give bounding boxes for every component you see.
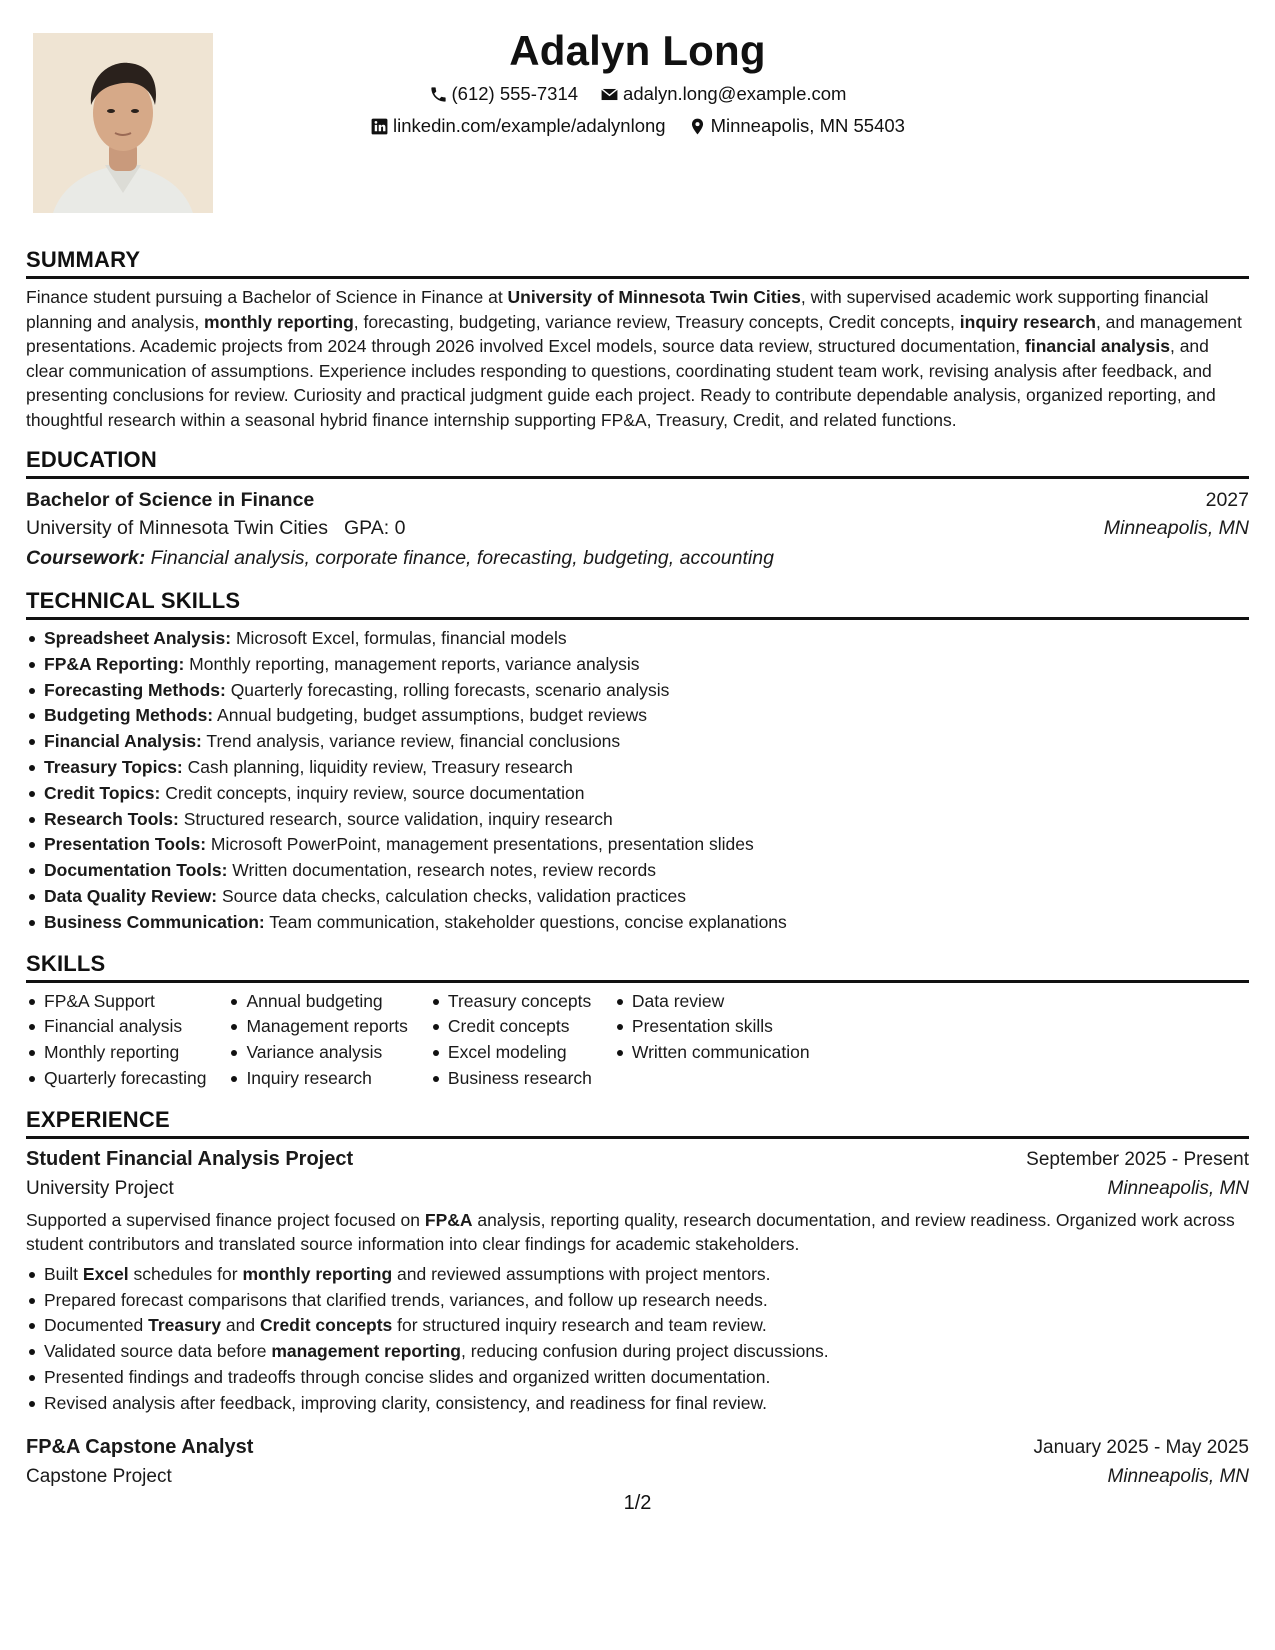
skills-column — [228, 989, 407, 1092]
skills-column — [614, 989, 810, 1092]
skills-title: SKILLS — [26, 950, 1249, 983]
technical-skill-label: Business Communication: — [44, 911, 265, 932]
technical-skills-list — [26, 626, 1249, 936]
job-bullet-fragment: for structured inquiry research and team review. — [392, 1315, 767, 1336]
skill-item: Business research — [430, 1066, 592, 1092]
education-title: EDUCATION — [26, 446, 1249, 479]
technical-skill-text: Team communication, stakeholder questions, concise explanations — [264, 911, 787, 932]
job-bullet-fragment: monthly reporting — [242, 1263, 393, 1284]
job-dates: September 2025 - Present — [1026, 1148, 1249, 1170]
skill-item: Annual budgeting — [228, 989, 407, 1015]
skill-item: Presentation skills — [614, 1014, 810, 1040]
job-bullets — [26, 1262, 1249, 1417]
technical-skill-label: Forecasting Methods: — [44, 679, 226, 700]
profile-photo — [33, 33, 213, 213]
school-line — [26, 513, 405, 543]
summary-fragment: financial analysis — [1025, 336, 1170, 356]
technical-skill-label: Documentation Tools: — [44, 860, 228, 881]
resume-header — [240, 26, 1035, 138]
technical-skill-text: Trend analysis, variance review, financial conclusions — [201, 731, 621, 752]
technical-skill-item — [26, 910, 1249, 936]
email-text[interactable]: adalyn.long@example.com — [623, 83, 847, 104]
technical-skill-label: Data Quality Review: — [44, 885, 218, 906]
technical-skill-label: Spreadsheet Analysis: — [44, 628, 232, 648]
job-organization: Capstone Project — [26, 1465, 172, 1487]
envelope-icon — [600, 85, 619, 104]
technical-skill-item — [26, 703, 1249, 729]
summary-fragment: inquiry research — [959, 311, 1096, 332]
technical-skill-label: Presentation Tools: — [44, 834, 207, 855]
summary-fragment: Finance student pursuing a Bachelor of Science in Finance at — [26, 287, 508, 307]
technical-skill-text: Quarterly forecasting, rolling forecasts, scenario analysis — [225, 679, 670, 700]
technical-skill-text: Written documentation, research notes, review records — [227, 860, 657, 881]
candidate-name: Adalyn Long — [509, 27, 766, 74]
experience-title: EXPERIENCE — [26, 1106, 1249, 1139]
coursework-label: Coursework: — [26, 547, 146, 569]
summary-fragment: , with supervised academic work supporting financial planning and analysis, — [26, 287, 1209, 332]
job-bullet-fragment: Revised analysis after feedback, improving clarity, consistency, and readiness for final review. — [44, 1392, 768, 1413]
technical-skill-label: Treasury Topics: — [44, 756, 183, 777]
job-bullet-fragment: Credit concepts — [260, 1315, 393, 1336]
technical-skill-item — [26, 858, 1249, 884]
skills-column — [430, 989, 592, 1092]
technical-skill-item — [26, 884, 1249, 910]
job-bullet-fragment: Excel — [82, 1263, 129, 1284]
technical-skill-label: FP&A Reporting: — [44, 653, 185, 674]
skill-item: Excel modeling — [430, 1040, 592, 1066]
job-bullet-fragment: Built — [44, 1263, 83, 1284]
technical-skills-title: TECHNICAL SKILLS — [26, 587, 1249, 620]
skills-section — [26, 950, 1249, 1092]
phone-contact — [429, 82, 579, 106]
job-description-fragment: FP&A — [424, 1209, 473, 1230]
job-bullet-fragment: schedules for — [128, 1263, 243, 1284]
technical-skill-item — [26, 626, 1249, 652]
job-bullet-fragment: Documented — [44, 1315, 149, 1336]
summary-fragment: monthly reporting — [204, 311, 354, 332]
contact-line-primary — [240, 82, 1035, 106]
job-description-fragment: Supported a supervised finance project focused on — [26, 1209, 425, 1230]
job-description — [26, 1208, 1249, 1256]
job-bullet — [26, 1262, 1249, 1288]
summary-title: SUMMARY — [26, 246, 1249, 279]
job-bullet-fragment: Prepared forecast comparisons that clarified trends, variances, and follow up research needs. — [44, 1289, 768, 1310]
technical-skill-item — [26, 755, 1249, 781]
technical-skill-item — [26, 807, 1249, 833]
experience-list — [26, 1139, 1249, 1492]
job-entry — [26, 1139, 1249, 1417]
job-bullet-fragment: Validated source data before — [44, 1341, 272, 1362]
technical-skill-text: Source data checks, calculation checks, validation practices — [217, 885, 686, 906]
job-entry — [26, 1427, 1249, 1492]
job-title: Student Financial Analysis Project — [26, 1147, 354, 1170]
contact-line-secondary — [240, 114, 1035, 138]
education-section — [26, 446, 1249, 573]
technical-skills-section — [26, 587, 1249, 936]
technical-skill-text: Annual budgeting, budget assumptions, budget reviews — [213, 705, 648, 726]
experience-section — [26, 1106, 1249, 1492]
job-bullet — [26, 1313, 1249, 1339]
location-contact — [688, 114, 905, 138]
phone-icon — [429, 85, 448, 104]
technical-skill-item — [26, 652, 1249, 678]
technical-skill-text: Credit concepts, inquiry review, source documentation — [160, 782, 585, 803]
skill-item: Written communication — [614, 1040, 810, 1066]
job-bullet — [26, 1365, 1249, 1391]
technical-skill-label: Credit Topics: — [44, 782, 161, 803]
skill-item: Management reports — [228, 1014, 407, 1040]
linkedin-text[interactable]: linkedin.com/example/adalynlong — [393, 115, 666, 136]
job-organization: University Project — [26, 1177, 174, 1199]
linkedin-contact[interactable] — [370, 114, 666, 138]
job-bullet-fragment: Treasury — [148, 1315, 222, 1336]
skill-item: Variance analysis — [228, 1040, 407, 1066]
page-number: 1/2 — [623, 1492, 652, 1514]
location-text: Minneapolis, MN 55403 — [710, 115, 905, 136]
summary-section — [26, 246, 1249, 432]
technical-skill-item — [26, 729, 1249, 755]
skill-item: Data review — [614, 989, 810, 1015]
phone-text: (612) 555-7314 — [451, 83, 579, 104]
skill-item: Monthly reporting — [26, 1040, 206, 1066]
job-bullet — [26, 1339, 1249, 1365]
resume-body — [26, 246, 1249, 1506]
summary-fragment: , and clear communication of assumptions. Experience includes responding to questions, coordinating student team work, revising analysis after feedback, and presenting conclusions for review. Curiosity and practical judgment guide each project. Ready to contribute dependable analysis, organized reporting, and thoughtful research within a seasonal hybrid finance internship supporting FP&A, Treasury, Credit, and related functions. — [26, 336, 1216, 430]
coursework-list: Financial analysis, corporate finance, forecasting, budgeting, accounting — [150, 547, 774, 569]
technical-skill-text: Microsoft PowerPoint, management presentations, presentation slides — [206, 834, 754, 855]
job-bullet-fragment: management reporting — [271, 1341, 461, 1362]
school-name: University of Minnesota Twin Cities — [26, 517, 329, 539]
summary-fragment: , forecasting, budgeting, variance review, Treasury concepts, Credit concepts, — [353, 311, 960, 332]
email-contact[interactable] — [600, 82, 846, 106]
skill-item: Credit concepts — [430, 1014, 592, 1040]
degree-name: Bachelor of Science in Finance — [26, 489, 315, 511]
job-bullet — [26, 1288, 1249, 1314]
summary-text — [26, 285, 1249, 432]
job-bullet-fragment: , reducing confusion during project discussions. — [460, 1341, 829, 1362]
technical-skill-item — [26, 832, 1249, 858]
job-bullet — [26, 1391, 1249, 1417]
skill-item: Inquiry research — [228, 1066, 407, 1092]
skill-item: Treasury concepts — [430, 989, 592, 1015]
technical-skill-item — [26, 781, 1249, 807]
technical-skill-text: Structured research, source validation, inquiry research — [178, 808, 613, 829]
skills-column — [26, 989, 206, 1092]
technical-skill-label: Research Tools: — [44, 808, 179, 829]
job-location: Minneapolis, MN — [1107, 1465, 1249, 1487]
job-bullet-fragment: and reviewed assumptions with project mentors. — [392, 1263, 771, 1284]
job-bullet-fragment: and — [221, 1315, 260, 1336]
job-title: FP&A Capstone Analyst — [26, 1435, 254, 1458]
technical-skill-text: Monthly reporting, management reports, variance analysis — [184, 653, 640, 674]
skill-item: FP&A Support — [26, 989, 206, 1015]
coursework — [26, 543, 1249, 573]
map-pin-icon — [688, 117, 707, 136]
skills-grid — [26, 989, 1249, 1092]
graduation-year: 2027 — [1205, 489, 1249, 511]
job-bullet-fragment: Presented findings and tradeoffs through concise slides and organized written documentation. — [44, 1366, 771, 1387]
technical-skill-label: Budgeting Methods: — [44, 705, 214, 726]
summary-fragment: University of Minnesota Twin Cities — [507, 287, 801, 307]
technical-skill-text: Microsoft Excel, formulas, financial models — [231, 628, 567, 648]
technical-skill-label: Financial Analysis: — [44, 731, 202, 752]
job-dates: January 2025 - May 2025 — [1033, 1436, 1249, 1458]
skill-item: Financial analysis — [26, 1014, 206, 1040]
school-location: Minneapolis, MN — [1103, 517, 1249, 539]
skill-item: Quarterly forecasting — [26, 1066, 206, 1092]
gpa: GPA: 0 — [344, 517, 406, 539]
job-location: Minneapolis, MN — [1107, 1177, 1249, 1199]
job-description-fragment: analysis, reporting quality, research documentation, and review readiness. Organized work across student contributors and translated source information into clear findings for academic stakeholders. — [26, 1209, 1235, 1254]
technical-skill-item — [26, 678, 1249, 704]
linkedin-icon — [370, 117, 389, 136]
summary-fragment: , and management presentations. Academic projects from 2024 through 2026 involved Excel models, source data review, structured documentation, — [26, 311, 1242, 356]
technical-skill-text: Cash planning, liquidity review, Treasury research — [182, 756, 573, 777]
